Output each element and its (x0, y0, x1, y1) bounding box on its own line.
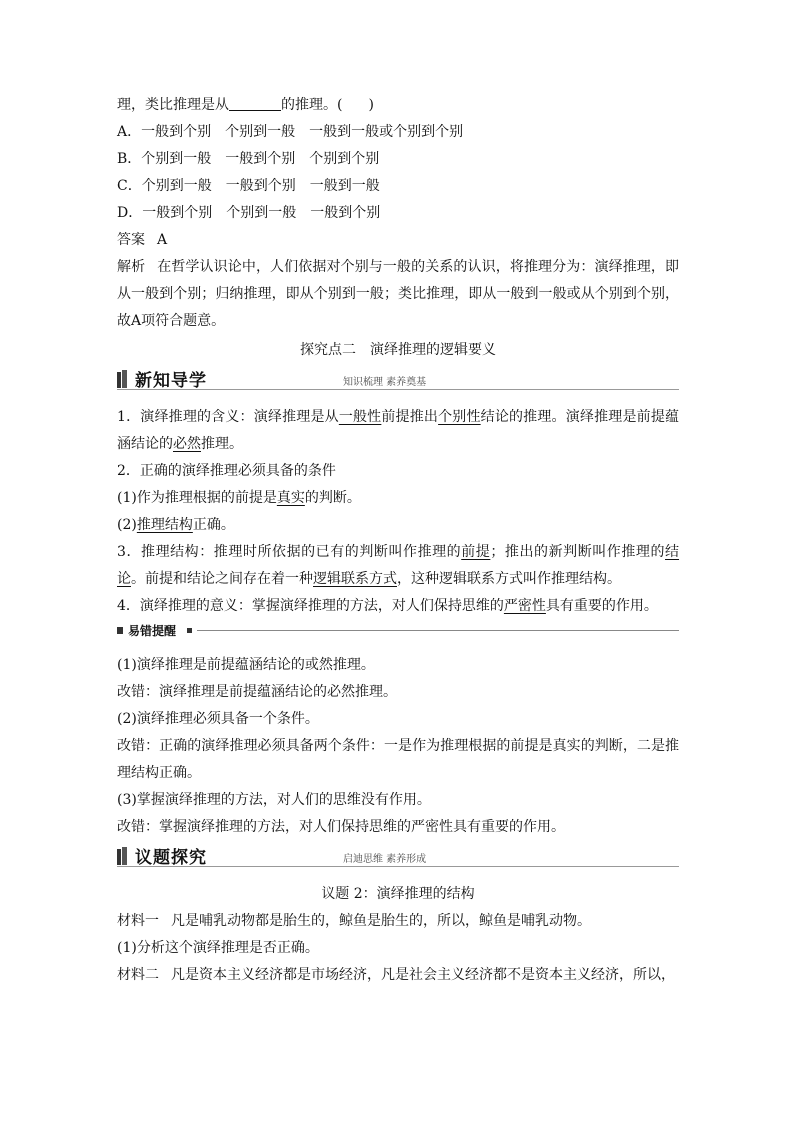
option-d: D．一般到个别 个别到一般 一般到个别 (117, 205, 381, 221)
option-b: B．个别到一般 一般到个别 个别到个别 (117, 151, 380, 167)
answer-value: A (157, 232, 168, 248)
discussion-title: 议题探究 (135, 848, 207, 868)
section-heading: 探究点二 演绎推理的逻辑要义 (300, 342, 496, 358)
divider (117, 389, 679, 390)
analysis (117, 254, 679, 335)
error-fix-1: 改错：演绎推理是前提蕴涵结论的必然推理。 (117, 684, 397, 700)
new-knowledge-title: 新知导学 (135, 371, 207, 391)
header-mark-icon (122, 847, 127, 865)
document-page (117, 92, 679, 989)
square-icon (187, 628, 192, 633)
error-fix-3: 改错：掌握演绎推理的方法，对人们保持思维的严密性具有重要的作用。 (117, 819, 565, 835)
knowledge-item-2-1: (1)作为推理根据的前提是真实的判断。 (117, 490, 361, 506)
error-tips-header (117, 622, 679, 640)
analysis-text: 在哲学认识论中，人们依据对个别与一般的关系的认识，将推理分为：演绎推理，即从一般到个别；归纳推理，即从个别到一般；类比推理，即从一般到一般或从个别到个别，故A项符合题意。 (117, 259, 680, 329)
error-tips-title: 易错提醒 (128, 624, 177, 638)
question-stem (117, 92, 679, 119)
discussion-header (117, 845, 679, 867)
knowledge-item-3: 3．推理结构：推理时所依据的已有的判断叫作推理的前提；推出的新判断叫作推理的结论。前提和结论之间存在着一种逻辑联系方式，这种逻辑联系方式叫作推理结构。 (117, 544, 680, 587)
stem-before: 理，类比推理是从 (117, 97, 229, 113)
answer-label: 答案 (117, 232, 145, 248)
knowledge-item-2-2: (2)推理结构正确。 (117, 517, 235, 533)
new-knowledge-header (117, 368, 679, 390)
option-a: A．一般到个别 个别到一般 一般到一般或个别到个别 (117, 124, 464, 140)
stem-close: ) (368, 97, 374, 113)
stem-after: 的推理。( (281, 97, 343, 113)
new-knowledge-subtitle: 知识梳理 素养奠基 (343, 377, 427, 388)
discussion-topic: 议题 2：演绎推理的结构 (321, 886, 475, 902)
discussion-subtitle: 启迪思维 素养形成 (343, 854, 427, 865)
answer-blank (229, 96, 281, 111)
question-1: (1)分析这个演绎推理是否正确。 (117, 940, 319, 956)
divider (117, 866, 679, 867)
option-c: C．个别到一般 一般到个别 一般到一般 (117, 178, 380, 194)
material-2: 材料二 凡是资本主义经济都是市场经济，凡是社会主义经济都不是资本主义经济，所以， (117, 967, 675, 983)
analysis-label: 解析 (117, 259, 146, 275)
header-mark-icon (117, 372, 121, 388)
square-icon (117, 627, 123, 634)
knowledge-item-2: 2．正确的演绎推理必须具备的条件 (117, 463, 336, 479)
header-mark-icon (122, 370, 127, 388)
error-line-1: (1)演绎推理是前提蕴涵结论的或然推理。 (117, 657, 375, 673)
knowledge-item-4: 4．演绎推理的意义：掌握演绎推理的方法，对人们保持思维的严密性具有重要的作用。 (117, 598, 658, 614)
material-1: 材料一 凡是哺乳动物都是胎生的，鲸鱼是胎生的，所以，鲸鱼是哺乳动物。 (117, 913, 591, 929)
answer-line (117, 227, 679, 254)
error-line-3: (3)掌握演绎推理的方法，对人们的思维没有作用。 (117, 792, 431, 808)
divider (197, 630, 679, 631)
error-fix-2: 改错：正确的演绎推理必须具备两个条件：一是作为推理根据的前提是真实的判断，二是推理结构正确。 (117, 738, 679, 781)
header-mark-icon (117, 849, 121, 865)
knowledge-item-1: 1．演绎推理的含义：演绎推理是从一般性前提推出个别性结论的推理。演绎推理是前提蕴涵结论的必然推理。 (117, 409, 679, 452)
error-line-2: (2)演绎推理必须具备一个条件。 (117, 711, 319, 727)
